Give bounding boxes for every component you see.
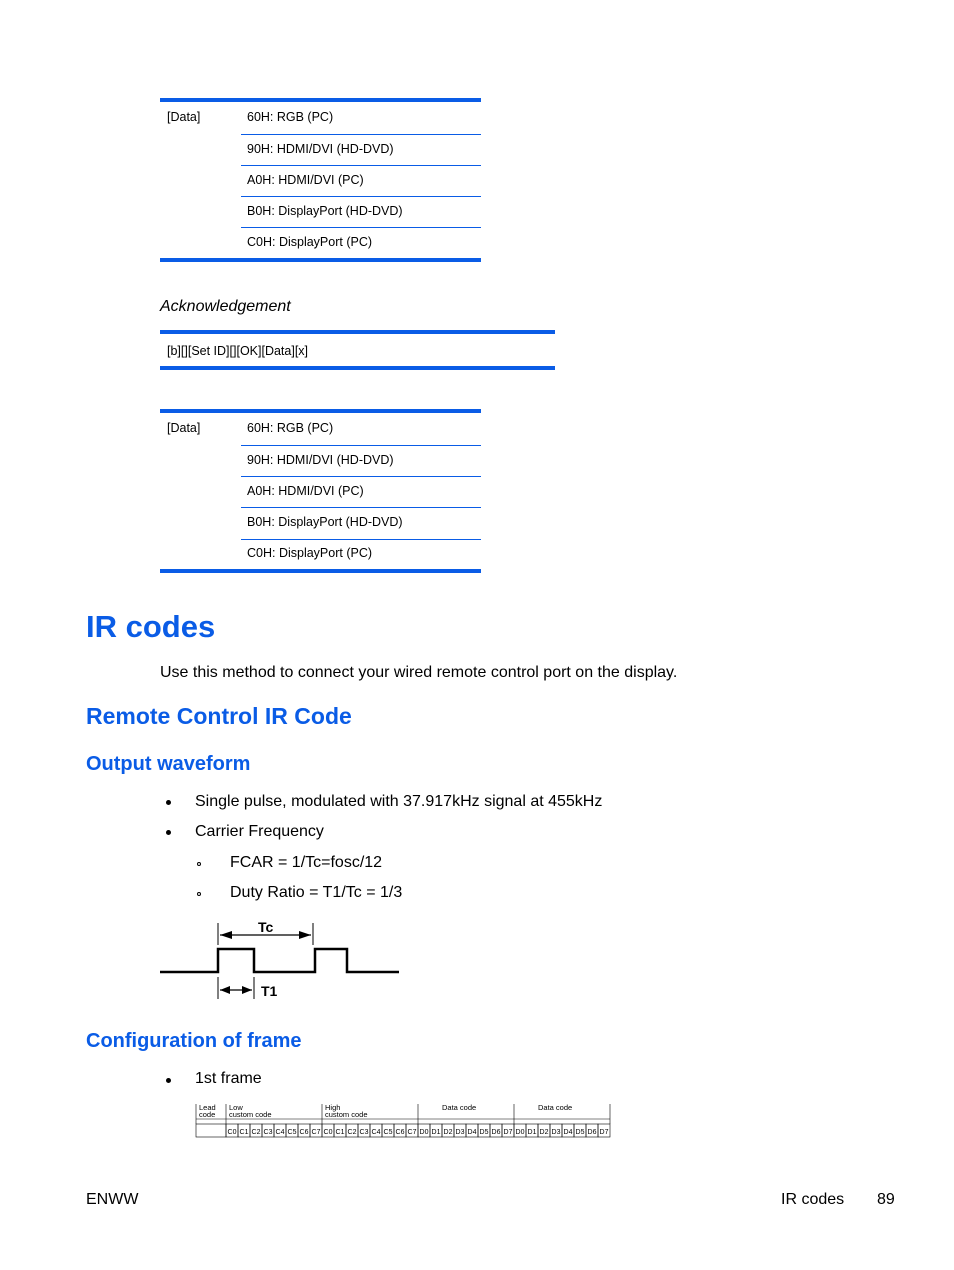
waveform-diagram <box>150 915 410 1005</box>
row-divider <box>241 445 481 446</box>
tc-label: Tc <box>258 919 274 935</box>
table-bottom-rule <box>160 258 481 262</box>
frame-cell-label: D2 <box>443 1129 453 1136</box>
frame-cell-label: C3 <box>263 1129 273 1136</box>
frame-cell-label: C0 <box>227 1129 237 1136</box>
frame-cell-label: C6 <box>299 1129 309 1136</box>
group-label: custom code <box>229 1110 272 1119</box>
frame-cell-label: D7 <box>599 1129 609 1136</box>
frame-cell-label: C2 <box>251 1129 261 1136</box>
frame-cell-label: C7 <box>407 1129 417 1136</box>
page-title: IR codes <box>86 609 216 644</box>
ack-code: [b][][Set ID][][OK][Data][x] <box>167 344 309 358</box>
bullet-dot <box>166 830 171 835</box>
sub-bullet-text: Duty Ratio = T1/Tc = 1/3 <box>230 884 403 901</box>
frame-cell-label: D1 <box>527 1129 537 1136</box>
row-divider <box>241 476 481 477</box>
lead-code-cell <box>196 1124 226 1137</box>
frame-cell-label: D0 <box>419 1129 429 1136</box>
frame-cell-label: C1 <box>335 1129 345 1136</box>
row-divider <box>241 196 481 197</box>
subsection-heading: Output waveform <box>86 753 251 775</box>
arrow-left-icon <box>220 931 232 939</box>
frame-cell-label: D5 <box>575 1129 585 1136</box>
table-cell: C0H: DisplayPort (PC) <box>247 235 373 249</box>
arrow-right-icon <box>242 986 252 994</box>
frame-cell-label: C7 <box>311 1129 321 1136</box>
frame-cell-label: C2 <box>347 1129 357 1136</box>
table-label: [Data] <box>167 421 201 435</box>
frame-cell-label: D2 <box>539 1129 549 1136</box>
arrow-right-icon <box>299 931 311 939</box>
group-label: Lead <box>199 1103 216 1112</box>
bullet-text: Carrier Frequency <box>195 823 324 840</box>
arrow-left-icon <box>220 986 230 994</box>
row-divider <box>241 507 481 508</box>
frame-cell-label: D1 <box>431 1129 441 1136</box>
table-cell: A0H: HDMI/DVI (PC) <box>247 484 364 498</box>
frame-cell-label: C1 <box>239 1129 249 1136</box>
group-label: Data code <box>538 1103 573 1112</box>
sub-bullet-circle <box>197 892 201 896</box>
group-label: custom code <box>325 1110 368 1119</box>
table-cell: 90H: HDMI/DVI (HD-DVD) <box>247 453 394 467</box>
table-cell: B0H: DisplayPort (HD-DVD) <box>247 204 403 218</box>
footer-section: IR codes <box>781 1191 845 1208</box>
group-label: code <box>199 1110 216 1119</box>
frame-cell-label: D4 <box>563 1129 573 1136</box>
acknowledgement-heading: Acknowledgement <box>160 298 291 315</box>
table-cell: 60H: RGB (PC) <box>247 110 334 124</box>
group-label: High <box>325 1103 341 1112</box>
table-bottom-rule <box>160 366 555 370</box>
frame-cell-label: C5 <box>383 1129 393 1136</box>
sub-bullet-text: FCAR = 1/Tc=fosc/12 <box>230 854 383 871</box>
frame-cell-label: D3 <box>455 1129 465 1136</box>
frame-cell-label: C4 <box>371 1129 381 1136</box>
table-cell: 60H: RGB (PC) <box>247 421 334 435</box>
group-label: Data code <box>442 1103 477 1112</box>
frame-cell-label: D5 <box>479 1129 489 1136</box>
frame-cell-label: D6 <box>491 1129 501 1136</box>
bullet-text: 1st frame <box>195 1070 262 1087</box>
row-divider <box>241 134 481 135</box>
page-number: 89 <box>877 1191 895 1208</box>
frame-cell-label: C3 <box>359 1129 369 1136</box>
table-top-rule <box>160 98 481 102</box>
bullet-dot <box>166 800 171 805</box>
row-divider <box>241 165 481 166</box>
t1-label: T1 <box>261 983 278 999</box>
table-cell: B0H: DisplayPort (HD-DVD) <box>247 515 403 529</box>
table-cell: C0H: DisplayPort (PC) <box>247 546 373 560</box>
row-divider <box>241 539 481 540</box>
frame-cell-label: C4 <box>275 1129 285 1136</box>
frame-cell-label: D3 <box>551 1129 561 1136</box>
row-divider <box>241 227 481 228</box>
bullet-dot <box>166 1078 171 1083</box>
table-top-rule <box>160 409 481 413</box>
footer-left: ENWW <box>86 1191 139 1208</box>
frame-cell-label: C5 <box>287 1129 297 1136</box>
group-label: Low <box>229 1103 243 1112</box>
subsection-heading: Configuration of frame <box>86 1030 302 1052</box>
sub-bullet-circle <box>197 862 201 866</box>
frame-cell-label: C6 <box>395 1129 405 1136</box>
frame-cell-label: D7 <box>503 1129 513 1136</box>
section-heading: Remote Control IR Code <box>86 703 352 729</box>
table-bottom-rule <box>160 569 481 573</box>
bullet-text: Single pulse, modulated with 37.917kHz signal at 455kHz <box>195 793 603 810</box>
table-label: [Data] <box>167 110 201 124</box>
frame-cell-label: D6 <box>587 1129 597 1136</box>
frame-cell-label: D0 <box>515 1129 525 1136</box>
table-top-rule <box>160 330 555 334</box>
pulse-waveform <box>160 949 399 972</box>
frame-diagram <box>190 1100 620 1144</box>
frame-cell-label: D4 <box>467 1129 477 1136</box>
intro-text: Use this method to connect your wired remote control port on the display. <box>160 664 678 681</box>
table-cell: 90H: HDMI/DVI (HD-DVD) <box>247 142 394 156</box>
frame-cell-label: C0 <box>323 1129 333 1136</box>
table-cell: A0H: HDMI/DVI (PC) <box>247 173 364 187</box>
